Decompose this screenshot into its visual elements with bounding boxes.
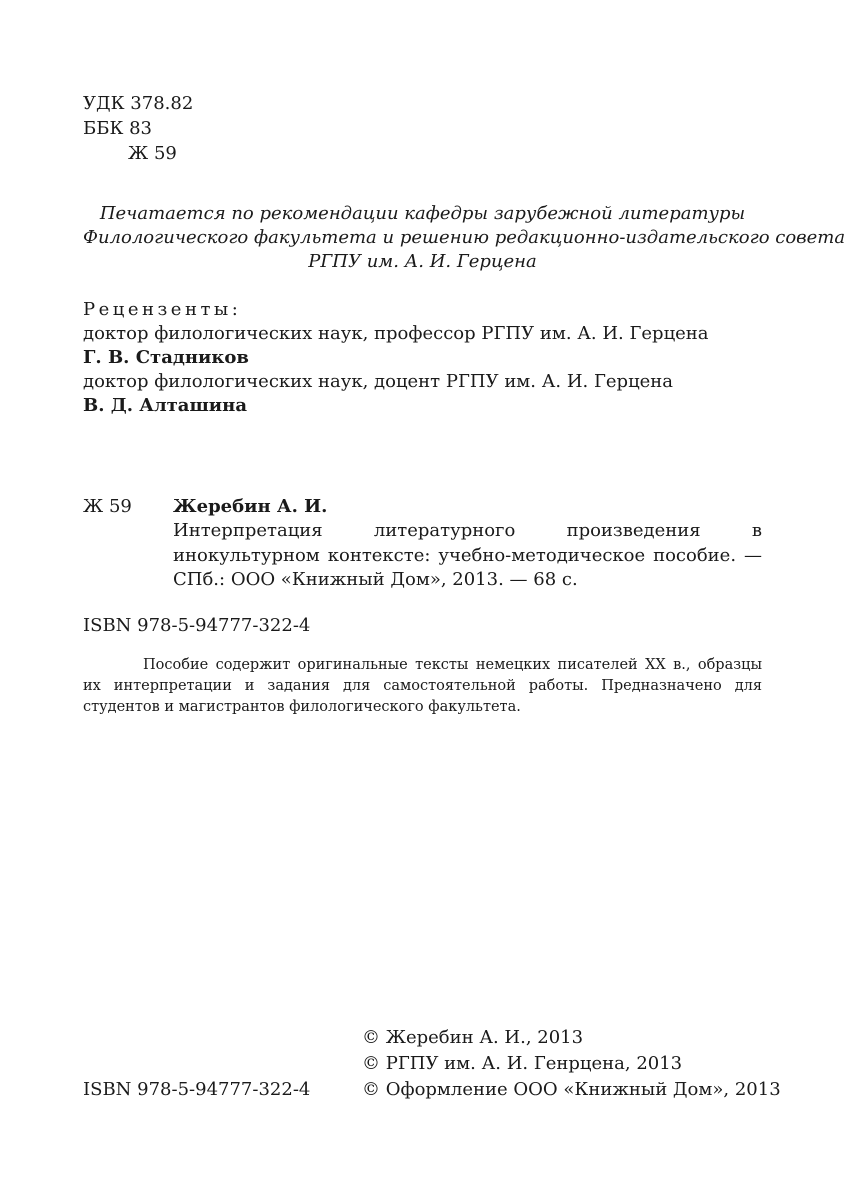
copyright-university: © РГПУ им. А. И. Генрцена, 2013 xyxy=(362,1053,683,1074)
catalog-mark: Ж 59 xyxy=(83,496,132,517)
annotation: Пособие содержит оригинальные тексты немецких писателей XX в., образцы их интерпретации и задания для самостоятельной работы. Предназначено для студентов и магистрантов филологического факультета. xyxy=(83,657,762,715)
bbk-code: ББК 83 xyxy=(83,118,153,139)
footer-isbn: ISBN 978-5-94777-322-4 xyxy=(83,1079,311,1100)
reviewer-2-title: доктор филологических наук, доцент РГПУ им. А. И. Герцена xyxy=(83,371,674,392)
imprint-note-line-2: Филологического факультета и решению редакционно-издательского совета xyxy=(83,227,846,248)
author-mark: Ж 59 xyxy=(128,143,177,164)
copyright-design: © Оформление ООО «Книжный Дом», 2013 xyxy=(362,1079,781,1100)
imprint-note-line-1: Печатается по рекомендации кафедры зарубежной литературы xyxy=(99,203,746,224)
reviewer-2-name: В. Д. Алташина xyxy=(83,395,247,416)
catalog-description: Интерпретация литературного произведения в инокультурном контексте: учебно-методическое пособие. — СПб.: ООО «Книжный Дом», 2013. — 68 с. xyxy=(173,520,762,590)
catalog-isbn: ISBN 978-5-94777-322-4 xyxy=(83,615,311,636)
udk-code: УДК 378.82 xyxy=(83,93,194,114)
reviewer-1-name: Г. В. Стадников xyxy=(83,347,249,368)
reviewer-1-title: доктор филологических наук, профессор РГПУ им. А. И. Герцена xyxy=(83,323,709,344)
catalog-author: Жеребин А. И. xyxy=(173,496,328,517)
imprint-note-line-3: РГПУ им. А. И. Герцена xyxy=(308,251,537,272)
reviewers-heading: Рецензенты: xyxy=(83,299,242,320)
copyright-author: © Жеребин А. И., 2013 xyxy=(362,1027,584,1048)
